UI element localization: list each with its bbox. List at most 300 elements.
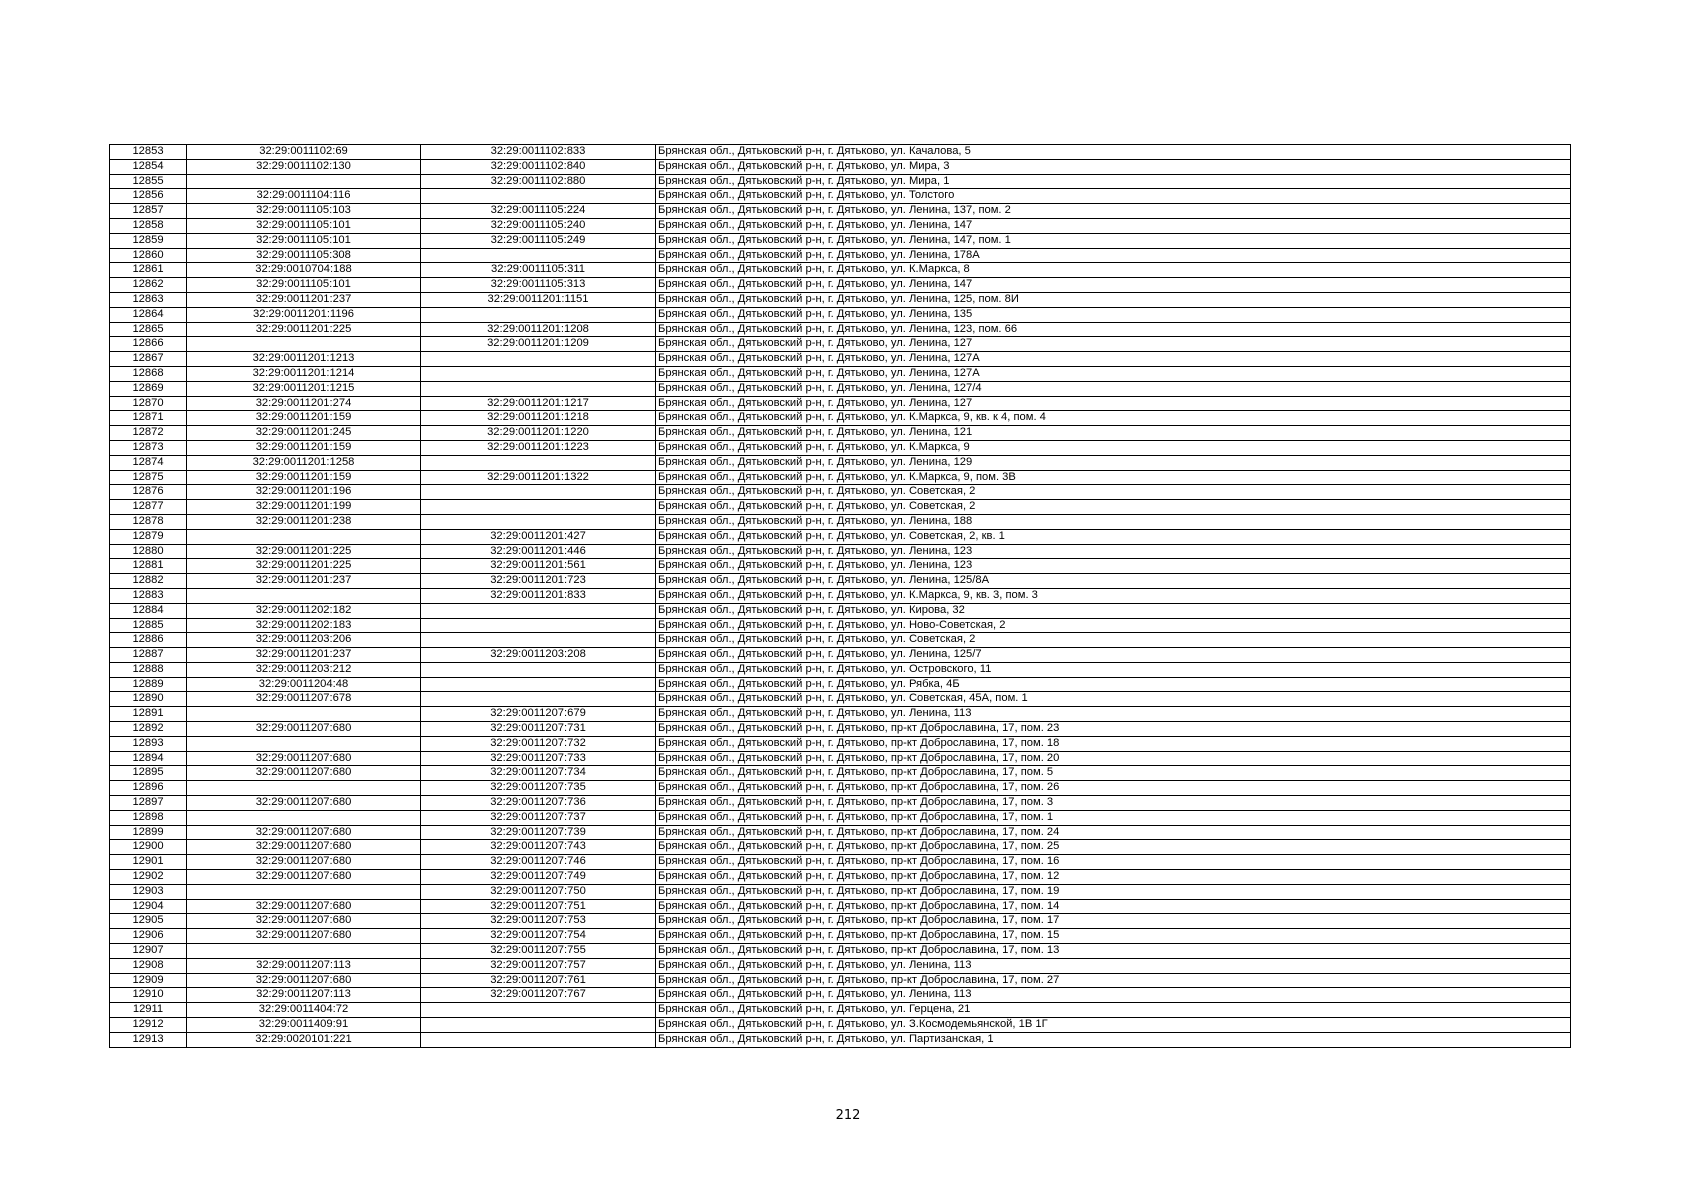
cadastral-number-cell: 32:29:0011202:182 [187, 603, 421, 618]
table-row [110, 204, 1571, 219]
row-number-cell: 12866 [110, 337, 187, 352]
cadastral-number-cell: 32:29:0011203:212 [187, 662, 421, 677]
address-cell: Брянская обл., Дятьковский р-н, г. Дятьково, ул. Ленина, 135 [656, 307, 1571, 322]
object-cadastral-number-cell: 32:29:0011201:1208 [421, 322, 656, 337]
address-cell: Брянская обл., Дятьковский р-н, г. Дятьково, ул. Толстого [656, 189, 1571, 204]
cadastral-number-cell: 32:29:0011207:680 [187, 840, 421, 855]
address-cell: Брянская обл., Дятьковский р-н, г. Дятьково, ул. Герцена, 21 [656, 1003, 1571, 1018]
table-row [110, 426, 1571, 441]
object-cadastral-number-cell [421, 381, 656, 396]
cadastral-number-cell [187, 707, 421, 722]
table-row [110, 455, 1571, 470]
table-row [110, 884, 1571, 899]
object-cadastral-number-cell: 32:29:0011105:249 [421, 233, 656, 248]
row-number-cell: 12906 [110, 929, 187, 944]
address-cell: Брянская обл., Дятьковский р-н, г. Дятьково, ул. Ленина, 127 [656, 337, 1571, 352]
object-cadastral-number-cell [421, 455, 656, 470]
object-cadastral-number-cell [421, 603, 656, 618]
object-cadastral-number-cell: 32:29:0011207:733 [421, 751, 656, 766]
address-cell: Брянская обл., Дятьковский р-н, г. Дятьково, пр-кт Доброславина, 17, пом. 5 [656, 766, 1571, 781]
cadastral-number-cell: 32:29:0011201:1214 [187, 366, 421, 381]
object-cadastral-number-cell [421, 618, 656, 633]
cadastral-number-cell: 32:29:0011105:101 [187, 278, 421, 293]
address-cell: Брянская обл., Дятьковский р-н, г. Дятьково, ул. Ленина, 113 [656, 958, 1571, 973]
table-row [110, 292, 1571, 307]
cadastral-number-cell: 32:29:0011207:680 [187, 751, 421, 766]
table-row [110, 529, 1571, 544]
address-cell: Брянская обл., Дятьковский р-н, г. Дятьково, ул. Ленина, 125/8А [656, 574, 1571, 589]
row-number-cell: 12858 [110, 218, 187, 233]
cadastral-number-cell: 32:29:0011207:680 [187, 914, 421, 929]
object-cadastral-number-cell: 32:29:0011207:679 [421, 707, 656, 722]
row-number-cell: 12908 [110, 958, 187, 973]
row-number-cell: 12903 [110, 884, 187, 899]
object-cadastral-number-cell [421, 1018, 656, 1033]
object-cadastral-number-cell: 32:29:0011207:746 [421, 855, 656, 870]
object-cadastral-number-cell: 32:29:0011207:735 [421, 781, 656, 796]
row-number-cell: 12910 [110, 988, 187, 1003]
object-cadastral-number-cell [421, 662, 656, 677]
table-row [110, 396, 1571, 411]
row-number-cell: 12886 [110, 633, 187, 648]
address-cell: Брянская обл., Дятьковский р-н, г. Дятьково, пр-кт Доброславина, 17, пом. 18 [656, 736, 1571, 751]
table-row [110, 870, 1571, 885]
row-number-cell: 12880 [110, 544, 187, 559]
table-row [110, 796, 1571, 811]
address-cell: Брянская обл., Дятьковский р-н, г. Дятьково, ул. Ленина, 137, пом. 2 [656, 204, 1571, 219]
address-cell: Брянская обл., Дятьковский р-н, г. Дятьково, ул. Советская, 2 [656, 633, 1571, 648]
cadastral-number-cell: 32:29:0011201:1258 [187, 455, 421, 470]
cadastral-number-cell: 32:29:0011201:237 [187, 574, 421, 589]
address-cell: Брянская обл., Дятьковский р-н, г. Дятьково, ул. З.Космодемьянской, 1В 1Г [656, 1018, 1571, 1033]
table-row [110, 781, 1571, 796]
row-number-cell: 12909 [110, 973, 187, 988]
object-cadastral-number-cell [421, 366, 656, 381]
cadastral-number-cell: 32:29:0011201:245 [187, 426, 421, 441]
cadastral-number-cell: 32:29:0011105:103 [187, 204, 421, 219]
table-row [110, 263, 1571, 278]
cadastral-number-cell: 32:29:0011201:237 [187, 648, 421, 663]
object-cadastral-number-cell [421, 485, 656, 500]
cadastral-number-cell: 32:29:0011105:101 [187, 233, 421, 248]
object-cadastral-number-cell: 32:29:0011201:1217 [421, 396, 656, 411]
cadastral-number-cell: 32:29:0011201:238 [187, 514, 421, 529]
address-cell: Брянская обл., Дятьковский р-н, г. Дятьково, пр-кт Доброславина, 17, пом. 20 [656, 751, 1571, 766]
object-cadastral-number-cell: 32:29:0011207:731 [421, 722, 656, 737]
cadastral-number-cell: 32:29:0020101:221 [187, 1032, 421, 1047]
row-number-cell: 12855 [110, 174, 187, 189]
row-number-cell: 12894 [110, 751, 187, 766]
table-row [110, 1032, 1571, 1047]
registry-table-body [110, 145, 1571, 1048]
row-number-cell: 12888 [110, 662, 187, 677]
table-row [110, 159, 1571, 174]
table-row [110, 544, 1571, 559]
table-row [110, 633, 1571, 648]
cadastral-number-cell: 32:29:0011201:1215 [187, 381, 421, 396]
address-cell: Брянская обл., Дятьковский р-н, г. Дятьково, пр-кт Доброславина, 17, пом. 1 [656, 810, 1571, 825]
object-cadastral-number-cell [421, 307, 656, 322]
cadastral-number-cell: 32:29:0011409:91 [187, 1018, 421, 1033]
object-cadastral-number-cell: 32:29:0011201:723 [421, 574, 656, 589]
object-cadastral-number-cell: 32:29:0011207:753 [421, 914, 656, 929]
cadastral-number-cell: 32:29:0011201:196 [187, 485, 421, 500]
address-cell: Брянская обл., Дятьковский р-н, г. Дятьково, пр-кт Доброславина, 17, пом. 27 [656, 973, 1571, 988]
table-row [110, 174, 1571, 189]
object-cadastral-number-cell [421, 1003, 656, 1018]
address-cell: Брянская обл., Дятьковский р-н, г. Дятьково, пр-кт Доброславина, 17, пом. 14 [656, 899, 1571, 914]
table-row [110, 825, 1571, 840]
object-cadastral-number-cell: 32:29:0011201:1151 [421, 292, 656, 307]
table-row [110, 855, 1571, 870]
row-number-cell: 12867 [110, 352, 187, 367]
table-row [110, 899, 1571, 914]
object-cadastral-number-cell: 32:29:0011102:880 [421, 174, 656, 189]
object-cadastral-number-cell: 32:29:0011203:208 [421, 648, 656, 663]
cadastral-number-cell [187, 588, 421, 603]
object-cadastral-number-cell: 32:29:0011207:743 [421, 840, 656, 855]
object-cadastral-number-cell: 32:29:0011105:311 [421, 263, 656, 278]
object-cadastral-number-cell [421, 692, 656, 707]
row-number-cell: 12870 [110, 396, 187, 411]
address-cell: Брянская обл., Дятьковский р-н, г. Дятьково, ул. К.Маркса, 9 [656, 440, 1571, 455]
cadastral-number-cell [187, 736, 421, 751]
table-row [110, 677, 1571, 692]
address-cell: Брянская обл., Дятьковский р-н, г. Дятьково, ул. Ленина, 147, пом. 1 [656, 233, 1571, 248]
table-row [110, 648, 1571, 663]
table-row [110, 411, 1571, 426]
row-number-cell: 12904 [110, 899, 187, 914]
cadastral-number-cell: 32:29:0011201:1213 [187, 352, 421, 367]
cadastral-number-cell: 32:29:0011201:225 [187, 322, 421, 337]
object-cadastral-number-cell: 32:29:0011105:224 [421, 204, 656, 219]
cadastral-number-cell: 32:29:0011201:199 [187, 500, 421, 515]
row-number-cell: 12860 [110, 248, 187, 263]
object-cadastral-number-cell: 32:29:0011201:561 [421, 559, 656, 574]
address-cell: Брянская обл., Дятьковский р-н, г. Дятьково, пр-кт Доброславина, 17, пом. 26 [656, 781, 1571, 796]
cadastral-number-cell: 32:29:0011105:308 [187, 248, 421, 263]
address-cell: Брянская обл., Дятьковский р-н, г. Дятьково, ул. Ленина, 113 [656, 707, 1571, 722]
cadastral-number-cell [187, 337, 421, 352]
object-cadastral-number-cell: 32:29:0011207:767 [421, 988, 656, 1003]
row-number-cell: 12912 [110, 1018, 187, 1033]
row-number-cell: 12891 [110, 707, 187, 722]
page-number: 212 [835, 1108, 861, 1123]
address-cell: Брянская обл., Дятьковский р-н, г. Дятьково, пр-кт Доброславина, 17, пом. 16 [656, 855, 1571, 870]
address-cell: Брянская обл., Дятьковский р-н, г. Дятьково, ул. Советская, 2 [656, 500, 1571, 515]
address-cell: Брянская обл., Дятьковский р-н, г. Дятьково, ул. Кирова, 32 [656, 603, 1571, 618]
object-cadastral-number-cell [421, 189, 656, 204]
object-cadastral-number-cell [421, 514, 656, 529]
object-cadastral-number-cell: 32:29:0011201:1220 [421, 426, 656, 441]
object-cadastral-number-cell [421, 633, 656, 648]
table-row [110, 307, 1571, 322]
object-cadastral-number-cell [421, 677, 656, 692]
cadastral-number-cell: 32:29:0011207:680 [187, 870, 421, 885]
row-number-cell: 12872 [110, 426, 187, 441]
object-cadastral-number-cell: 32:29:0011102:833 [421, 145, 656, 160]
row-number-cell: 12900 [110, 840, 187, 855]
cadastral-number-cell: 32:29:0011102:69 [187, 145, 421, 160]
object-cadastral-number-cell: 32:29:0011207:757 [421, 958, 656, 973]
object-cadastral-number-cell: 32:29:0011201:1218 [421, 411, 656, 426]
row-number-cell: 12907 [110, 944, 187, 959]
address-cell: Брянская обл., Дятьковский р-н, г. Дятьково, ул. Ленина, 121 [656, 426, 1571, 441]
row-number-cell: 12902 [110, 870, 187, 885]
row-number-cell: 12896 [110, 781, 187, 796]
address-cell: Брянская обл., Дятьковский р-н, г. Дятьково, пр-кт Доброславина, 17, пом. 15 [656, 929, 1571, 944]
row-number-cell: 12895 [110, 766, 187, 781]
address-cell: Брянская обл., Дятьковский р-н, г. Дятьково, ул. Партизанская, 1 [656, 1032, 1571, 1047]
table-row [110, 840, 1571, 855]
cadastral-number-cell: 32:29:0011203:206 [187, 633, 421, 648]
row-number-cell: 12871 [110, 411, 187, 426]
row-number-cell: 12893 [110, 736, 187, 751]
table-row [110, 751, 1571, 766]
table-row [110, 500, 1571, 515]
address-cell: Брянская обл., Дятьковский р-н, г. Дятьково, ул. Ленина, 125, пом. 8И [656, 292, 1571, 307]
row-number-cell: 12873 [110, 440, 187, 455]
address-cell: Брянская обл., Дятьковский р-н, г. Дятьково, пр-кт Доброславина, 17, пом. 24 [656, 825, 1571, 840]
table-row [110, 514, 1571, 529]
object-cadastral-number-cell: 32:29:0011207:734 [421, 766, 656, 781]
address-cell: Брянская обл., Дятьковский р-н, г. Дятьково, пр-кт Доброславина, 17, пом. 19 [656, 884, 1571, 899]
address-cell: Брянская обл., Дятьковский р-н, г. Дятьково, ул. Ленина, 147 [656, 278, 1571, 293]
cadastral-number-cell [187, 884, 421, 899]
table-row [110, 322, 1571, 337]
table-row [110, 988, 1571, 1003]
address-cell: Брянская обл., Дятьковский р-н, г. Дятьково, ул. Ленина, 127А [656, 352, 1571, 367]
cadastral-number-cell: 32:29:0011207:680 [187, 899, 421, 914]
row-number-cell: 12854 [110, 159, 187, 174]
row-number-cell: 12875 [110, 470, 187, 485]
address-cell: Брянская обл., Дятьковский р-н, г. Дятьково, пр-кт Доброславина, 17, пом. 3 [656, 796, 1571, 811]
address-cell: Брянская обл., Дятьковский р-н, г. Дятьково, ул. Ленина, 127А [656, 366, 1571, 381]
row-number-cell: 12901 [110, 855, 187, 870]
object-cadastral-number-cell: 32:29:0011207:761 [421, 973, 656, 988]
cadastral-number-cell: 32:29:0011201:237 [187, 292, 421, 307]
object-cadastral-number-cell: 32:29:0011207:754 [421, 929, 656, 944]
cadastral-number-cell: 32:29:0011207:113 [187, 988, 421, 1003]
object-cadastral-number-cell: 32:29:0011201:1209 [421, 337, 656, 352]
row-number-cell: 12861 [110, 263, 187, 278]
table-row [110, 914, 1571, 929]
cadastral-number-cell: 32:29:0011201:159 [187, 411, 421, 426]
table-row [110, 145, 1571, 160]
object-cadastral-number-cell: 32:29:0011207:737 [421, 810, 656, 825]
cadastral-number-cell: 32:29:0011201:225 [187, 559, 421, 574]
table-row [110, 218, 1571, 233]
table-row [110, 944, 1571, 959]
address-cell: Брянская обл., Дятьковский р-н, г. Дятьково, ул. Ленина, 125/7 [656, 648, 1571, 663]
row-number-cell: 12899 [110, 825, 187, 840]
row-number-cell: 12885 [110, 618, 187, 633]
address-cell: Брянская обл., Дятьковский р-н, г. Дятьково, ул. Ленина, 123 [656, 559, 1571, 574]
row-number-cell: 12878 [110, 514, 187, 529]
address-cell: Брянская обл., Дятьковский р-н, г. Дятьково, ул. Ленина, 113 [656, 988, 1571, 1003]
cadastral-number-cell: 32:29:0011102:130 [187, 159, 421, 174]
table-row [110, 618, 1571, 633]
cadastral-number-cell: 32:29:0011204:48 [187, 677, 421, 692]
row-number-cell: 12865 [110, 322, 187, 337]
row-number-cell: 12863 [110, 292, 187, 307]
table-row [110, 366, 1571, 381]
row-number-cell: 12859 [110, 233, 187, 248]
address-cell: Брянская обл., Дятьковский р-н, г. Дятьково, ул. Ленина, 127 [656, 396, 1571, 411]
address-cell: Брянская обл., Дятьковский р-н, г. Дятьково, ул. Качалова, 5 [656, 145, 1571, 160]
row-number-cell: 12856 [110, 189, 187, 204]
cadastral-number-cell: 32:29:0011207:680 [187, 796, 421, 811]
table-row [110, 1003, 1571, 1018]
object-cadastral-number-cell: 32:29:0011201:1322 [421, 470, 656, 485]
row-number-cell: 12879 [110, 529, 187, 544]
address-cell: Брянская обл., Дятьковский р-н, г. Дятьково, ул. Ново-Советская, 2 [656, 618, 1571, 633]
row-number-cell: 12876 [110, 485, 187, 500]
table-row [110, 574, 1571, 589]
address-cell: Брянская обл., Дятьковский р-н, г. Дятьково, ул. Советская, 2 [656, 485, 1571, 500]
address-cell: Брянская обл., Дятьковский р-н, г. Дятьково, пр-кт Доброславина, 17, пом. 23 [656, 722, 1571, 737]
object-cadastral-number-cell: 32:29:0011207:749 [421, 870, 656, 885]
object-cadastral-number-cell [421, 500, 656, 515]
table-row [110, 233, 1571, 248]
table-row [110, 381, 1571, 396]
row-number-cell: 12862 [110, 278, 187, 293]
cadastral-number-cell: 32:29:0011207:680 [187, 825, 421, 840]
cadastral-number-cell: 32:29:0011202:183 [187, 618, 421, 633]
row-number-cell: 12864 [110, 307, 187, 322]
row-number-cell: 12884 [110, 603, 187, 618]
object-cadastral-number-cell: 32:29:0011105:313 [421, 278, 656, 293]
row-number-cell: 12853 [110, 145, 187, 160]
table-row [110, 973, 1571, 988]
table-row [110, 603, 1571, 618]
cadastral-number-cell: 32:29:0011105:101 [187, 218, 421, 233]
table-row [110, 248, 1571, 263]
object-cadastral-number-cell: 32:29:0011105:240 [421, 218, 656, 233]
object-cadastral-number-cell [421, 352, 656, 367]
table-row [110, 707, 1571, 722]
table-row [110, 662, 1571, 677]
cadastral-number-cell: 32:29:0011201:1196 [187, 307, 421, 322]
cadastral-number-cell: 32:29:0011207:678 [187, 692, 421, 707]
address-cell: Брянская обл., Дятьковский р-н, г. Дятьково, ул. Ленина, 188 [656, 514, 1571, 529]
table-row [110, 958, 1571, 973]
object-cadastral-number-cell: 32:29:0011207:755 [421, 944, 656, 959]
table-row [110, 470, 1571, 485]
object-cadastral-number-cell: 32:29:0011201:446 [421, 544, 656, 559]
row-number-cell: 12890 [110, 692, 187, 707]
object-cadastral-number-cell [421, 248, 656, 263]
row-number-cell: 12883 [110, 588, 187, 603]
address-cell: Брянская обл., Дятьковский р-н, г. Дятьково, ул. К.Маркса, 9, пом. 3В [656, 470, 1571, 485]
object-cadastral-number-cell: 32:29:0011207:751 [421, 899, 656, 914]
address-cell: Брянская обл., Дятьковский р-н, г. Дятьково, ул. Ленина, 127/4 [656, 381, 1571, 396]
address-cell: Брянская обл., Дятьковский р-н, г. Дятьково, ул. Советская, 2, кв. 1 [656, 529, 1571, 544]
address-cell: Брянская обл., Дятьковский р-н, г. Дятьково, ул. Мира, 3 [656, 159, 1571, 174]
object-cadastral-number-cell: 32:29:0011207:739 [421, 825, 656, 840]
row-number-cell: 12892 [110, 722, 187, 737]
address-cell: Брянская обл., Дятьковский р-н, г. Дятьково, ул. К.Маркса, 9, кв. к 4, пом. 4 [656, 411, 1571, 426]
table-row [110, 440, 1571, 455]
address-cell: Брянская обл., Дятьковский р-н, г. Дятьково, ул. Рябка, 4Б [656, 677, 1571, 692]
cadastral-number-cell: 32:29:0010704:188 [187, 263, 421, 278]
cadastral-number-cell: 32:29:0011104:116 [187, 189, 421, 204]
table-row [110, 766, 1571, 781]
cadastral-number-cell: 32:29:0011207:680 [187, 973, 421, 988]
address-cell: Брянская обл., Дятьковский р-н, г. Дятьково, ул. К.Маркса, 8 [656, 263, 1571, 278]
cadastral-number-cell: 32:29:0011201:159 [187, 440, 421, 455]
cadastral-number-cell: 32:29:0011207:680 [187, 766, 421, 781]
cadastral-number-cell: 32:29:0011207:680 [187, 855, 421, 870]
address-cell: Брянская обл., Дятьковский р-н, г. Дятьково, пр-кт Доброславина, 17, пом. 17 [656, 914, 1571, 929]
row-number-cell: 12887 [110, 648, 187, 663]
object-cadastral-number-cell: 32:29:0011201:833 [421, 588, 656, 603]
table-row [110, 1018, 1571, 1033]
cadastral-number-cell: 32:29:0011201:159 [187, 470, 421, 485]
row-number-cell: 12913 [110, 1032, 187, 1047]
row-number-cell: 12869 [110, 381, 187, 396]
table-row [110, 722, 1571, 737]
table-row [110, 189, 1571, 204]
table-row [110, 352, 1571, 367]
cadastral-number-cell [187, 529, 421, 544]
table-row [110, 929, 1571, 944]
row-number-cell: 12857 [110, 204, 187, 219]
table-row [110, 485, 1571, 500]
row-number-cell: 12874 [110, 455, 187, 470]
address-cell: Брянская обл., Дятьковский р-н, г. Дятьково, ул. Советская, 45А, пом. 1 [656, 692, 1571, 707]
table-row [110, 736, 1571, 751]
address-cell: Брянская обл., Дятьковский р-н, г. Дятьково, ул. Островского, 11 [656, 662, 1571, 677]
address-cell: Брянская обл., Дятьковский р-н, г. Дятьково, ул. Ленина, 123 [656, 544, 1571, 559]
table-row [110, 559, 1571, 574]
row-number-cell: 12897 [110, 796, 187, 811]
object-cadastral-number-cell: 32:29:0011201:1223 [421, 440, 656, 455]
address-cell: Брянская обл., Дятьковский р-н, г. Дятьково, ул. К.Маркса, 9, кв. 3, пом. 3 [656, 588, 1571, 603]
address-cell: Брянская обл., Дятьковский р-н, г. Дятьково, ул. Ленина, 147 [656, 218, 1571, 233]
cadastral-number-cell [187, 781, 421, 796]
table-row [110, 337, 1571, 352]
object-cadastral-number-cell: 32:29:0011207:736 [421, 796, 656, 811]
address-cell: Брянская обл., Дятьковский р-н, г. Дятьково, ул. Ленина, 123, пом. 66 [656, 322, 1571, 337]
row-number-cell: 12868 [110, 366, 187, 381]
address-cell: Брянская обл., Дятьковский р-н, г. Дятьково, пр-кт Доброславина, 17, пом. 25 [656, 840, 1571, 855]
row-number-cell: 12911 [110, 1003, 187, 1018]
registry-table-container [109, 144, 1570, 1048]
row-number-cell: 12889 [110, 677, 187, 692]
table-row [110, 588, 1571, 603]
cadastral-number-cell: 32:29:0011207:680 [187, 722, 421, 737]
table-row [110, 278, 1571, 293]
address-cell: Брянская обл., Дятьковский р-н, г. Дятьково, ул. Ленина, 178А [656, 248, 1571, 263]
row-number-cell: 12905 [110, 914, 187, 929]
row-number-cell: 12898 [110, 810, 187, 825]
object-cadastral-number-cell: 32:29:0011207:750 [421, 884, 656, 899]
object-cadastral-number-cell: 32:29:0011102:840 [421, 159, 656, 174]
cadastral-number-cell [187, 174, 421, 189]
cadastral-number-cell [187, 944, 421, 959]
row-number-cell: 12881 [110, 559, 187, 574]
registry-table [109, 144, 1571, 1048]
object-cadastral-number-cell [421, 1032, 656, 1047]
object-cadastral-number-cell: 32:29:0011201:427 [421, 529, 656, 544]
cadastral-number-cell: 32:29:0011201:225 [187, 544, 421, 559]
row-number-cell: 12877 [110, 500, 187, 515]
address-cell: Брянская обл., Дятьковский р-н, г. Дятьково, пр-кт Доброславина, 17, пом. 12 [656, 870, 1571, 885]
object-cadastral-number-cell: 32:29:0011207:732 [421, 736, 656, 751]
table-row [110, 692, 1571, 707]
cadastral-number-cell: 32:29:0011207:113 [187, 958, 421, 973]
